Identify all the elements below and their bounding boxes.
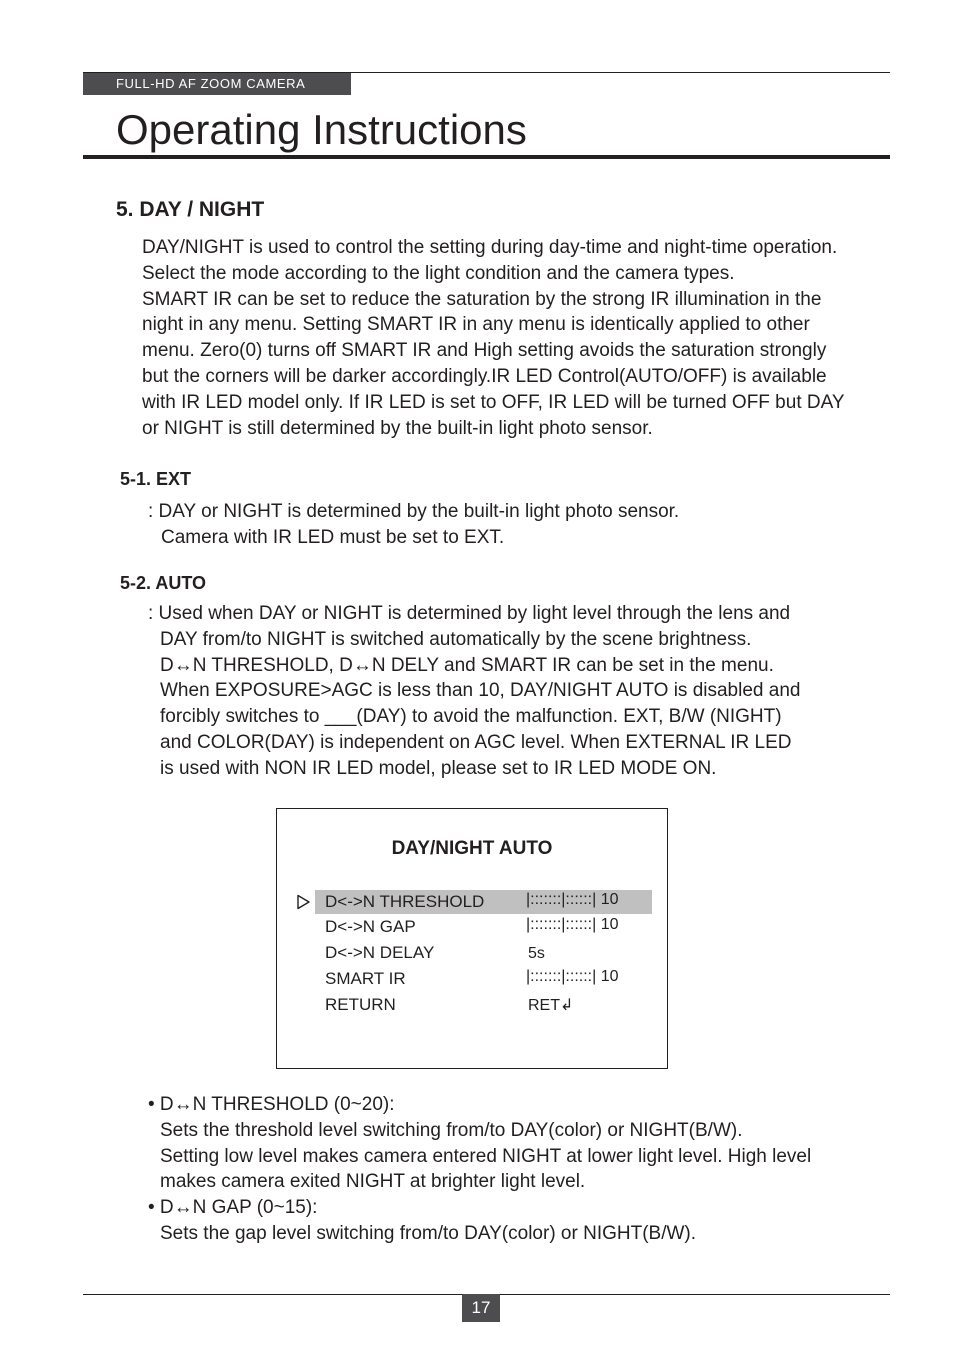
note-line: Setting low level makes camera entered NIGHT at lower light level. High level (160, 1145, 812, 1167)
auto-line: and COLOR(DAY) is independent on AGC level. When EXTERNAL IR LED (160, 731, 792, 753)
osd-item-value: RET↲ (528, 997, 574, 1014)
osd-item-label: RETURN (325, 995, 396, 1014)
auto-line: : Used when DAY or NIGHT is determined by light level through the lens and (148, 603, 791, 624)
auto-line: is used with NON IR LED model, please set to IR LED MODE ON. (160, 757, 717, 779)
osd-item-value: |:::::::|::::::| 10 (526, 968, 619, 985)
auto-line: When EXPOSURE>AGC is less than 10, DAY/NIGHT AUTO is disabled and (160, 680, 801, 702)
note-line: Sets the threshold level switching from/to DAY(color) or NIGHT(B/W). (160, 1119, 743, 1141)
auto-body (148, 601, 800, 782)
auto-line: DAY from/to NIGHT is switched automatically by the scene brightness. (160, 628, 752, 650)
osd-item-label: D<->N GAP (325, 917, 416, 936)
section-line: Select the mode according to the light condition and the camera types. (142, 262, 735, 284)
auto-heading: 5-2. AUTO (120, 573, 207, 593)
section-body (142, 235, 845, 441)
section-line: but the corners will be darker accordingly.IR LED Control(AUTO/OFF) is available (142, 365, 827, 387)
ext-body (148, 499, 679, 551)
osd-item-value: |:::::::|::::::| 10 (526, 916, 619, 933)
section-line: night in any menu. Setting SMART IR in any menu is identically applied to other (142, 314, 810, 336)
note-line: • D↔N THRESHOLD (0~20): (148, 1094, 395, 1115)
auto-line: forcibly switches to ___(DAY) to avoid the malfunction. EXT, B/W (NIGHT) (160, 706, 782, 728)
osd-item-return[interactable] (315, 993, 652, 1017)
auto-line: D↔N THRESHOLD, D↔N DELY and SMART IR can be set in the menu. (160, 654, 774, 676)
osd-item-threshold[interactable] (315, 890, 652, 914)
section-line: SMART IR can be set to reduce the saturation by the strong IR illumination in the (142, 288, 822, 310)
osd-menu (276, 808, 668, 1069)
note-line: Sets the gap level switching from/to DAY(color) or NIGHT(B/W). (160, 1222, 697, 1244)
osd-item-gap[interactable] (315, 915, 652, 939)
section-line: with IR LED model only. If IR LED is set to OFF, IR LED will be turned OFF but DAY (142, 391, 845, 413)
note-line: • D↔N GAP (0~15): (148, 1197, 318, 1219)
section-line: menu. Zero(0) turns off SMART IR and High setting avoids the saturation strongly (142, 340, 827, 362)
page-title: Operating Instructions (116, 106, 527, 153)
page-number: 17 (462, 1294, 500, 1322)
osd-item-value: |:::::::|::::::| 10 (526, 891, 619, 908)
osd-item-label: D<->N DELAY (325, 943, 435, 962)
osd-item-value: 5s (528, 945, 545, 962)
ext-heading: 5-1. EXT (120, 469, 192, 489)
header-tag: FULL-HD AF ZOOM CAMERA (83, 73, 351, 95)
osd-item-label: SMART IR (325, 969, 406, 988)
section-line: or NIGHT is still determined by the built-in light photo sensor. (142, 417, 653, 439)
osd-item-label: D<->N THRESHOLD (325, 892, 485, 911)
ext-line: : DAY or NIGHT is determined by the built-in light photo sensor. (148, 501, 680, 522)
pointer-icon (296, 894, 312, 910)
section-line: DAY/NIGHT is used to control the setting during day-time and night-time operation. (142, 237, 838, 258)
osd-item-smart-ir[interactable] (315, 967, 652, 991)
title-rule (83, 155, 890, 159)
ext-line: Camera with IR LED must be set to EXT. (161, 526, 505, 548)
note-line: makes camera exited NIGHT at brighter light level. (160, 1171, 586, 1193)
osd-title: DAY/NIGHT AUTO (391, 838, 553, 859)
osd-item-delay[interactable] (315, 941, 652, 965)
notes-body (148, 1092, 811, 1247)
section-heading: 5. DAY / NIGHT (116, 198, 265, 221)
